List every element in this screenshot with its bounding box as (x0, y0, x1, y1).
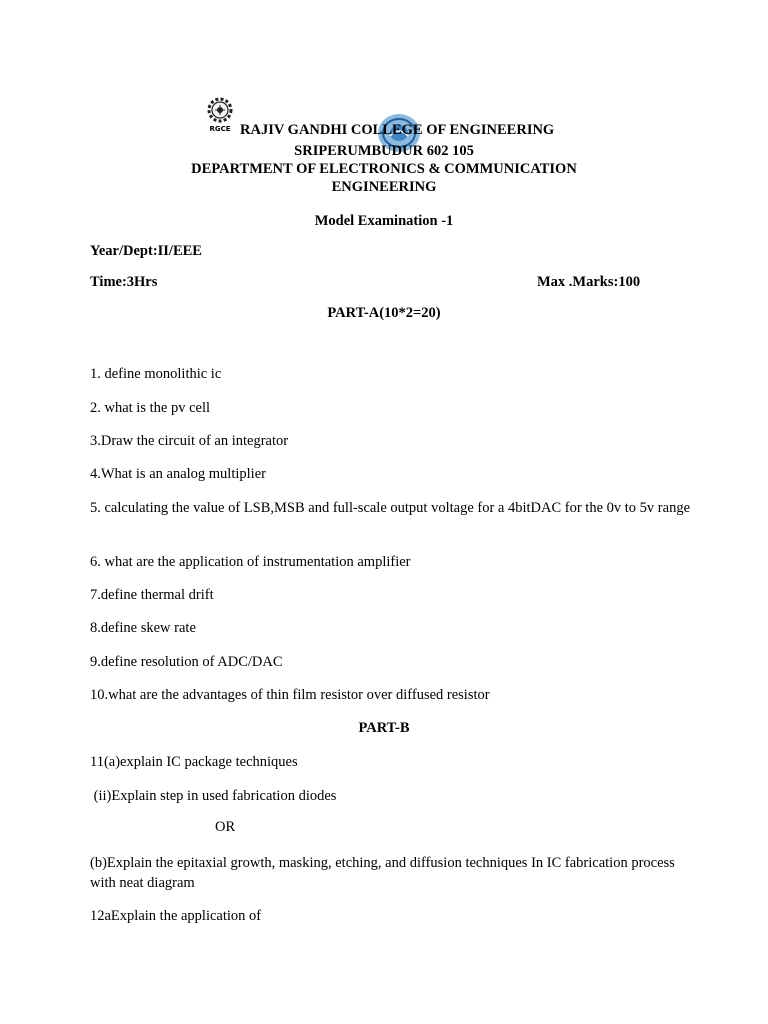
exam-title: Model Examination -1 (314, 213, 454, 229)
college-address: SRIPERUMBUDUR 602 105 (294, 143, 474, 159)
part-b-title: PART-B (358, 720, 410, 736)
year-dept: Year/Dept:II/EEE (90, 243, 202, 259)
college-name: RAJIV GANDHI COLLEGE OF ENGINEERING (240, 122, 555, 138)
or-separator: OR (215, 819, 236, 835)
department-line-1: DEPARTMENT OF ELECTRONICS & COMMUNICATION (191, 161, 577, 177)
department-line-2: ENGINEERING (331, 179, 437, 195)
max-marks: Max .Marks:100 (537, 274, 641, 290)
question-1: 1. define monolithic ic (90, 366, 222, 382)
question-11a-ii: (ii)Explain step in used fabrication diodes (90, 788, 337, 804)
question-3: 3.Draw the circuit of an integrator (90, 433, 289, 449)
exam-time: Time:3Hrs (90, 274, 158, 290)
question-11b: (b)Explain the epitaxial growth, masking, etching, and diffusion techniques In IC fabrication process with neat diagram (90, 855, 675, 891)
question-7: 7.define thermal drift (90, 587, 214, 603)
question-5: 5. calculating the value of LSB,MSB and full-scale output voltage for a 4bitDAC for the 0v to 5v range (90, 500, 691, 516)
part-a-title: PART-A(10*2=20) (327, 305, 441, 321)
logo-text: RGCE (209, 125, 231, 133)
question-9: 9.define resolution of ADC/DAC (90, 654, 283, 670)
question-6: 6. what are the application of instrumentation amplifier (90, 554, 411, 570)
question-8: 8.define skew rate (90, 620, 196, 636)
question-10: 10.what are the advantages of thin film resistor over diffused resistor (90, 687, 490, 703)
question-12a: 12aExplain the application of (90, 908, 262, 924)
question-2: 2. what is the pv cell (90, 400, 211, 416)
question-4: 4.What is an analog multiplier (90, 466, 266, 482)
college-logo-icon (202, 95, 238, 135)
question-11a: 11(a)explain IC package techniques (90, 754, 298, 770)
